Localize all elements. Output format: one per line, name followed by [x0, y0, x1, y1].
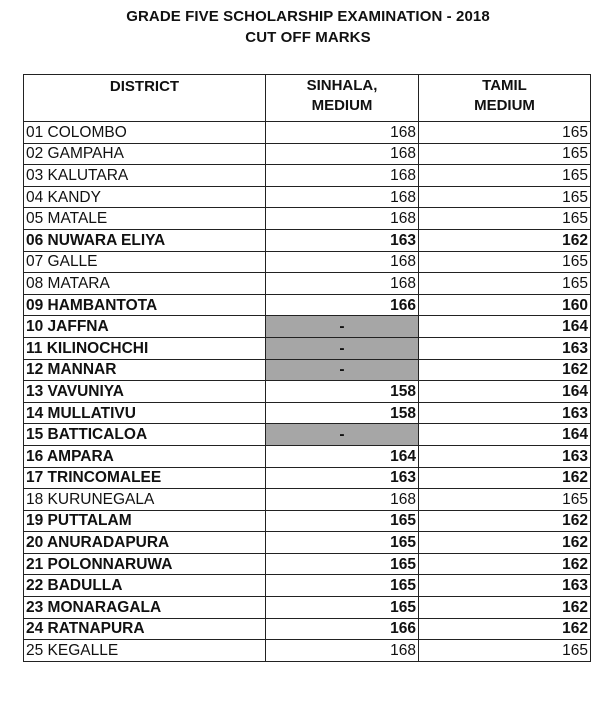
- column-header-sinhala-line1: SINHALA,: [306, 77, 378, 94]
- table-row: [24, 510, 591, 532]
- tamil-medium-cell: 162: [419, 553, 591, 575]
- sinhala-medium-cell: 168: [266, 273, 419, 295]
- table-row: [24, 618, 591, 640]
- sinhala-medium-cell: 164: [266, 445, 419, 467]
- column-header-tamil-line1: TAMIL: [482, 77, 527, 94]
- table-row: [24, 640, 591, 662]
- column-header-district-label: DISTRICT: [109, 78, 180, 95]
- district-cell: 20 ANURADAPURA: [24, 532, 266, 554]
- column-header-district: [24, 75, 266, 122]
- document-subtitle: CUT OFF MARKS: [245, 29, 371, 46]
- tamil-medium-cell: 165: [419, 186, 591, 208]
- district-cell: 19 PUTTALAM: [24, 510, 266, 532]
- cutoff-marks-table: [23, 74, 591, 662]
- table-row: [24, 122, 591, 144]
- tamil-medium-cell: 165: [419, 208, 591, 230]
- table-row: [24, 208, 591, 230]
- sinhala-medium-cell: 158: [266, 381, 419, 403]
- table-header-row: [24, 75, 591, 122]
- tamil-medium-cell: 162: [419, 532, 591, 554]
- sinhala-medium-cell: 166: [266, 618, 419, 640]
- table-row: [24, 445, 591, 467]
- tamil-medium-cell: 164: [419, 381, 591, 403]
- tamil-medium-cell: 165: [419, 143, 591, 165]
- tamil-medium-cell: 165: [419, 251, 591, 273]
- sinhala-medium-cell: 168: [266, 489, 419, 511]
- table-row: [24, 553, 591, 575]
- tamil-medium-cell: 164: [419, 424, 591, 446]
- tamil-medium-cell: 162: [419, 359, 591, 381]
- tamil-medium-cell: 165: [419, 273, 591, 295]
- table-row: [24, 294, 591, 316]
- sinhala-medium-cell: 165: [266, 532, 419, 554]
- sinhala-medium-cell: 165: [266, 510, 419, 532]
- table-row: [24, 532, 591, 554]
- tamil-medium-cell: 163: [419, 402, 591, 424]
- district-cell: 18 KURUNEGALA: [24, 489, 266, 511]
- district-cell: 17 TRINCOMALEE: [24, 467, 266, 489]
- sinhala-medium-cell: 168: [266, 122, 419, 144]
- document-title: GRADE FIVE SCHOLARSHIP EXAMINATION - 2018: [126, 8, 490, 25]
- tamil-medium-cell: 162: [419, 597, 591, 619]
- sinhala-medium-cell: 168: [266, 143, 419, 165]
- column-header-tamil-line2: MEDIUM: [474, 97, 535, 114]
- district-cell: 05 MATALE: [24, 208, 266, 230]
- district-cell: 23 MONARAGALA: [24, 597, 266, 619]
- table-row: [24, 251, 591, 273]
- table-row: [24, 402, 591, 424]
- column-header-sinhala-line2: MEDIUM: [311, 97, 373, 114]
- sinhala-medium-cell: -: [266, 359, 419, 381]
- sinhala-medium-cell: 166: [266, 294, 419, 316]
- table-row: [24, 273, 591, 295]
- district-cell: 16 AMPARA: [24, 445, 266, 467]
- district-cell: 12 MANNAR: [24, 359, 266, 381]
- table-row: [24, 597, 591, 619]
- district-cell: 09 HAMBANTOTA: [24, 294, 266, 316]
- district-cell: 25 KEGALLE: [24, 640, 266, 662]
- sinhala-medium-cell: 163: [266, 467, 419, 489]
- district-cell: 15 BATTICALOA: [24, 424, 266, 446]
- district-cell: 14 MULLATIVU: [24, 402, 266, 424]
- sinhala-medium-cell: 168: [266, 251, 419, 273]
- table-row: [24, 229, 591, 251]
- district-cell: 07 GALLE: [24, 251, 266, 273]
- table-row: [24, 381, 591, 403]
- tamil-medium-cell: 165: [419, 489, 591, 511]
- tamil-medium-cell: 162: [419, 229, 591, 251]
- district-cell: 04 KANDY: [24, 186, 266, 208]
- sinhala-medium-cell: 165: [266, 597, 419, 619]
- district-cell: 21 POLONNARUWA: [24, 553, 266, 575]
- sinhala-medium-cell: -: [266, 337, 419, 359]
- table-row: [24, 467, 591, 489]
- district-cell: 13 VAVUNIYA: [24, 381, 266, 403]
- table-row: [24, 186, 591, 208]
- table-row: [24, 337, 591, 359]
- district-cell: 02 GAMPAHA: [24, 143, 266, 165]
- tamil-medium-cell: 165: [419, 165, 591, 187]
- district-cell: 01 COLOMBO: [24, 122, 266, 144]
- table-row: [24, 359, 591, 381]
- table-row: [24, 575, 591, 597]
- table-row: [24, 165, 591, 187]
- table-row: [24, 316, 591, 338]
- sinhala-medium-cell: 158: [266, 402, 419, 424]
- table-body: [24, 122, 591, 662]
- sinhala-medium-cell: 168: [266, 186, 419, 208]
- district-cell: 22 BADULLA: [24, 575, 266, 597]
- district-cell: 24 RATNAPURA: [24, 618, 266, 640]
- district-cell: 10 JAFFNA: [24, 316, 266, 338]
- district-cell: 11 KILINOCHCHI: [24, 337, 266, 359]
- sinhala-medium-cell: 165: [266, 553, 419, 575]
- district-cell: 06 NUWARA ELIYA: [24, 229, 266, 251]
- column-header-tamil: [419, 75, 591, 122]
- column-header-sinhala: [266, 75, 419, 122]
- tamil-medium-cell: 162: [419, 618, 591, 640]
- tamil-medium-cell: 165: [419, 122, 591, 144]
- tamil-medium-cell: 163: [419, 445, 591, 467]
- tamil-medium-cell: 160: [419, 294, 591, 316]
- sinhala-medium-cell: -: [266, 316, 419, 338]
- tamil-medium-cell: 163: [419, 575, 591, 597]
- table-row: [24, 489, 591, 511]
- tamil-medium-cell: 162: [419, 467, 591, 489]
- sinhala-medium-cell: 168: [266, 165, 419, 187]
- sinhala-medium-cell: 163: [266, 229, 419, 251]
- sinhala-medium-cell: 168: [266, 640, 419, 662]
- tamil-medium-cell: 164: [419, 316, 591, 338]
- sinhala-medium-cell: -: [266, 424, 419, 446]
- tamil-medium-cell: 162: [419, 510, 591, 532]
- table-row: [24, 424, 591, 446]
- sinhala-medium-cell: 165: [266, 575, 419, 597]
- sinhala-medium-cell: 168: [266, 208, 419, 230]
- district-cell: 03 KALUTARA: [24, 165, 266, 187]
- tamil-medium-cell: 163: [419, 337, 591, 359]
- district-cell: 08 MATARA: [24, 273, 266, 295]
- tamil-medium-cell: 165: [419, 640, 591, 662]
- table-row: [24, 143, 591, 165]
